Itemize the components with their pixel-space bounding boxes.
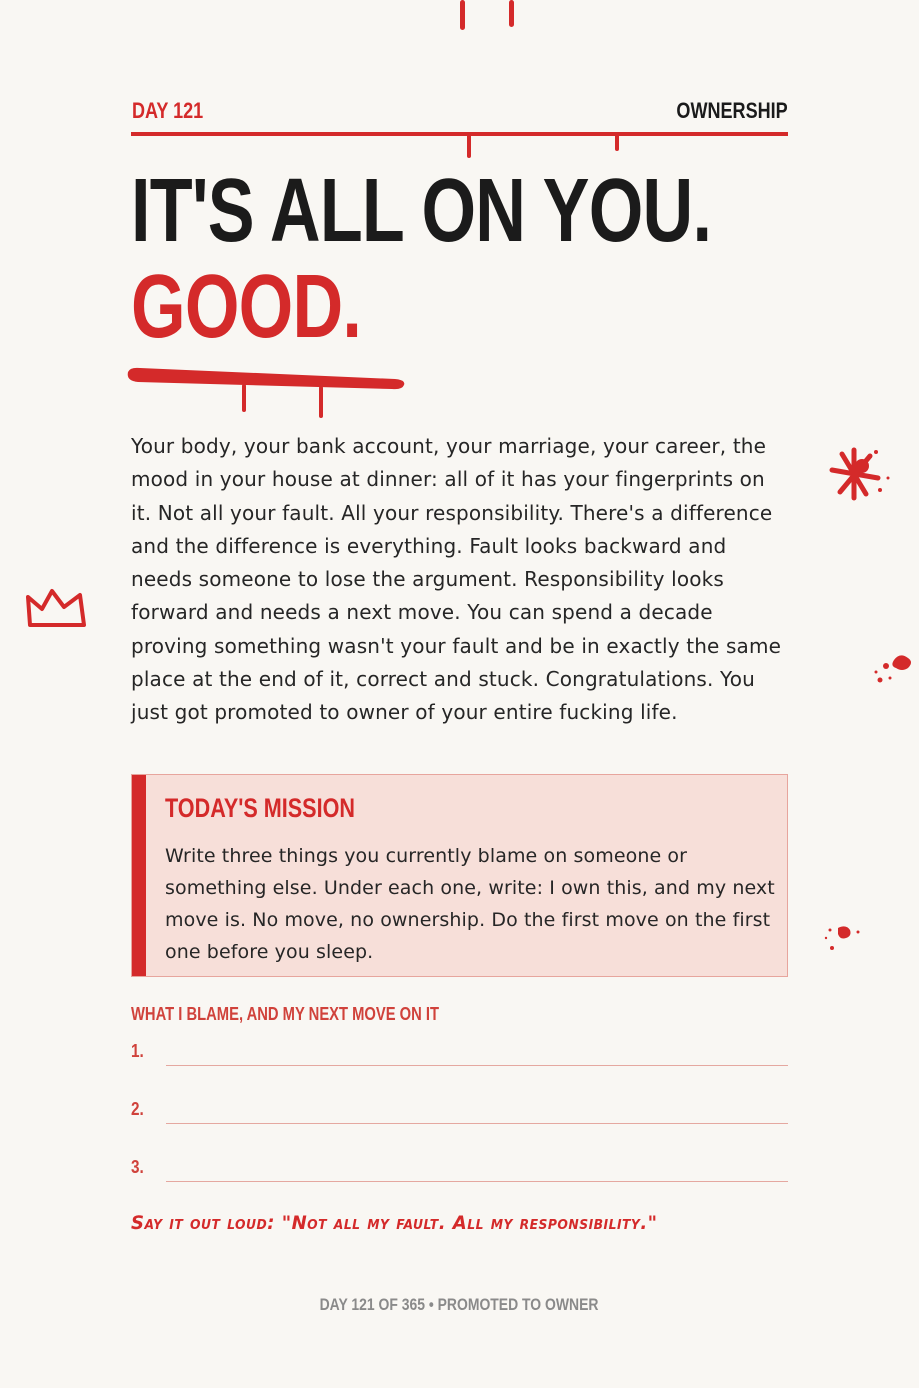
brush-stroke-icon <box>120 362 420 422</box>
worksheet-heading: WHAT I BLAME, AND MY NEXT MOVE ON IT <box>131 1004 440 1024</box>
paint-splat-icon <box>818 918 868 958</box>
paint-splat-icon <box>868 648 918 693</box>
footer-text: DAY 121 OF 365 • PROMOTED TO OWNER <box>320 1295 599 1314</box>
mission-title: TODAY'S MISSION <box>165 793 355 823</box>
top-paint-drip-icon <box>455 0 525 40</box>
mission-card <box>131 774 788 977</box>
headline-line-1: IT'S ALL ON YOU. <box>131 161 712 261</box>
mission-text: Write three things you currently blame on someone or something else. Under each one, write: I own this, and my next move is. No move, no ownership. Do the first move on the first one before you sleep. <box>165 845 775 963</box>
paint-splat-icon <box>820 440 900 510</box>
worksheet-line-2[interactable] <box>166 1123 788 1124</box>
affirmation-line: Say it out loud: "Not all my fault. All my responsibility." <box>131 1212 658 1234</box>
body-paragraph-text: Your body, your bank account, your marriage, your career, the mood in your house at dinner: all of it has your fingerprints on it. Not all your fault. All your responsibility. There's a difference and the difference is everything. Fault looks backward and needs someone to lose the argument. Responsibility looks forward and needs a next move. You can spend a decade proving something wasn't your fault and be in exactly the same place at the end of it, correct and stuck. Congratulations. You just got promoted to owner of your entire fucking life. <box>131 434 782 725</box>
page-footer <box>0 1295 919 1315</box>
worksheet-number: 1. <box>131 1041 144 1061</box>
worksheet-number: 3. <box>131 1157 144 1177</box>
rule-paint-drip-icon <box>455 132 635 162</box>
theme-label: OWNERSHIP <box>676 98 788 123</box>
worksheet-number: 2. <box>131 1099 144 1119</box>
crown-icon <box>22 585 92 635</box>
mission-accent-bar <box>132 775 146 976</box>
worksheet-line-1[interactable] <box>166 1065 788 1066</box>
headline-line-2: GOOD. <box>131 257 362 357</box>
day-label: DAY 121 <box>132 98 204 123</box>
worksheet-line-3[interactable] <box>166 1181 788 1182</box>
body-paragraph <box>131 430 791 730</box>
